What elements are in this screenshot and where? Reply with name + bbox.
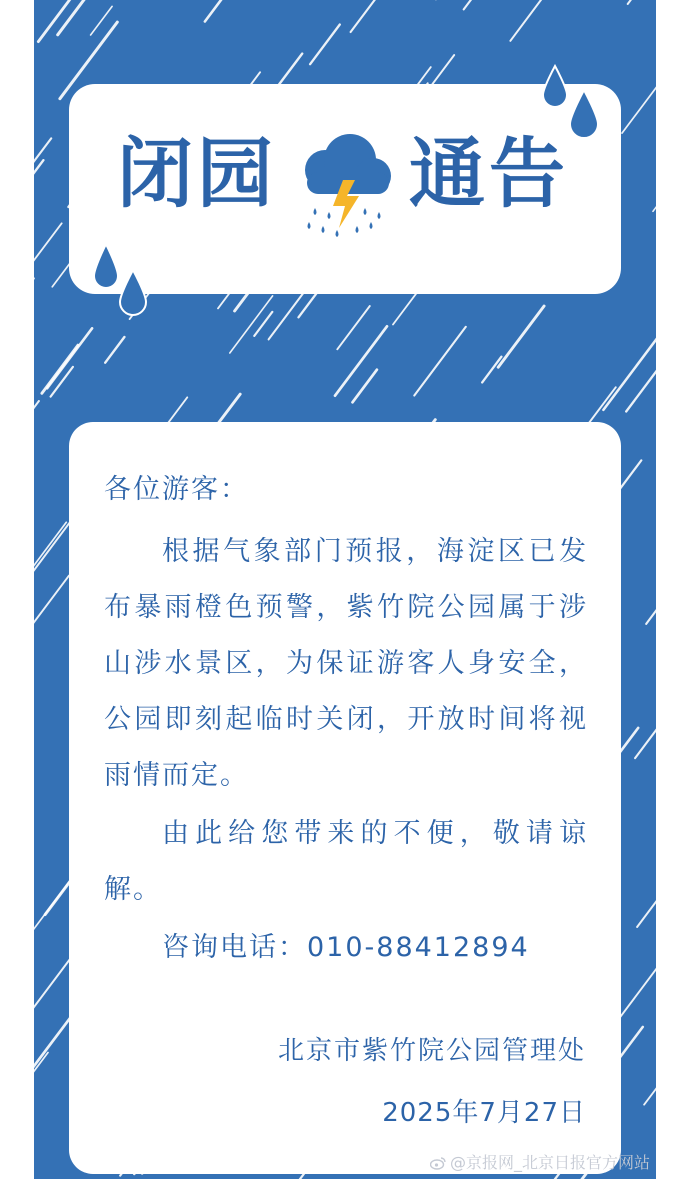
rain-streak [626,363,656,412]
notice-content-card [69,422,621,1174]
raindrop-icon [541,64,569,108]
notice-body [104,462,588,976]
rain-streak [335,326,387,395]
title-card [69,84,621,294]
title-left-text: 闭园 [117,129,277,218]
rain-streak [653,180,656,211]
rain-streak [498,306,544,367]
rain-streak [637,898,656,927]
notice-paragraph: 根据气象部门预报，海淀区已发布暴雨橙色预警，紫竹院公园属于涉山涉水景区，为保证游客人身安全，公园即刻起临时关闭，开放时间将视雨情而定。 [104,536,588,791]
rain-streak [34,223,62,292]
rain-streak [482,357,501,383]
weibo-icon [430,1156,446,1170]
rain-streak [310,25,340,65]
title-right-text: 通告 [409,129,569,218]
rain-streak [230,296,273,353]
raindrop-icon [568,88,600,138]
rain-streak [34,160,43,189]
greeting: 各位游客： [104,474,249,505]
rain-streak [105,337,124,363]
rain-streak [414,327,466,396]
rain-streak [351,0,383,32]
phone-line: 咨询电话：010-88412894 [162,932,530,963]
rain-streak [628,0,656,4]
rain-streak [219,394,240,422]
rain-streak [603,336,656,410]
rain-streak [51,367,73,397]
rain-streak [47,328,92,388]
thunderstorm-cloud-icon [295,132,395,242]
apology-paragraph: 由此给您带来的不便，敬请谅解。 [104,818,588,905]
rain-streak [622,63,656,133]
raindrop-icon [92,242,120,290]
rain-streak [337,306,370,349]
rain-streak [91,6,113,35]
rain-streak [644,1068,656,1105]
issue-date: 2025年7月27日 [382,1098,586,1128]
issuing-organization: 北京市紫竹院公园管理处 [277,1036,586,1066]
rain-streak [510,0,548,41]
rain-streak [464,0,488,9]
rain-streak [353,370,377,403]
rain-streak [587,387,615,425]
watermark [430,1150,650,1173]
raindrop-icon [118,268,148,316]
notice-poster [34,0,656,1179]
rain-streak [34,138,51,170]
rain-streak [635,715,656,758]
rain-streak [34,401,39,438]
rain-streak [34,576,69,623]
rain-streak [205,0,226,21]
watermark-text: @京报网_北京日报官方网站 [450,1153,651,1172]
rain-streak [646,598,656,624]
